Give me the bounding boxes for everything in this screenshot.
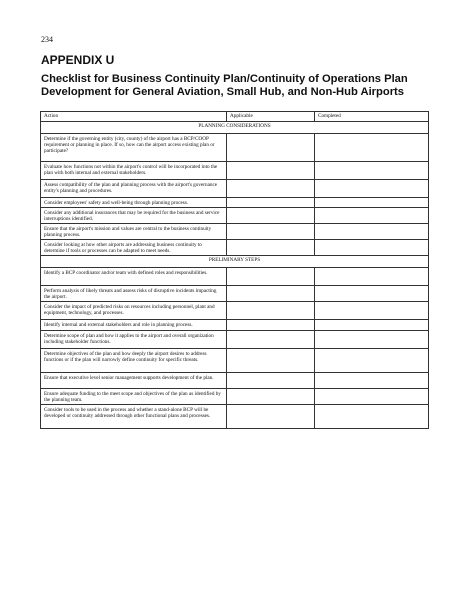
completed-cell[interactable]: [315, 373, 429, 389]
applicable-cell[interactable]: [227, 180, 315, 198]
table-row: [41, 302, 429, 320]
action-cell: Determine if the governing entity (city, county) of the airport has a BCP/COOP requirement or planning in place. If so, how can the airport access existing plan or participate?: [41, 134, 227, 162]
applicable-cell[interactable]: [227, 268, 315, 286]
completed-cell[interactable]: [315, 302, 429, 320]
table-row: [41, 208, 429, 224]
action-cell: Evaluate how functions not within the airport's control will be incorporated into the plan with both internal and external stakeholders.: [41, 162, 227, 180]
completed-cell[interactable]: [315, 331, 429, 349]
applicable-cell[interactable]: [227, 349, 315, 373]
action-cell: Ensure that executive level senior management supports development of the plan.: [41, 373, 227, 389]
applicable-cell[interactable]: [227, 389, 315, 405]
applicable-cell[interactable]: [227, 320, 315, 331]
section-heading: PLANNING CONSIDERATIONS: [41, 122, 429, 134]
applicable-cell[interactable]: [227, 198, 315, 208]
completed-cell[interactable]: [315, 198, 429, 208]
completed-cell[interactable]: [315, 134, 429, 162]
table-row: [41, 389, 429, 405]
header-applicable: Applicable: [227, 112, 315, 122]
action-cell: Identify internal and external stakeholders and role in planning process.: [41, 320, 227, 331]
completed-cell[interactable]: [315, 405, 429, 429]
action-cell: Ensure that the airport's mission and values are central to the business continuity planning process.: [41, 224, 227, 240]
applicable-cell[interactable]: [227, 302, 315, 320]
header-action: Action: [41, 112, 227, 122]
applicable-cell[interactable]: [227, 331, 315, 349]
completed-cell[interactable]: [315, 349, 429, 373]
table-row: [41, 373, 429, 389]
appendix-heading: APPENDIX U: [41, 53, 115, 67]
table-row: [41, 162, 429, 180]
section-row: [41, 122, 429, 134]
action-cell: Consider tools to be used in the process and whether a stand-alone BCP will be developed or continuity addressed through other functional plans and processes.: [41, 405, 227, 429]
action-cell: Assess compatibility of the plan and planning process with the airport's governance entity's planning and procedures.: [41, 180, 227, 198]
action-cell: Identify a BCP coordinator and/or team with defined roles and responsibilities.: [41, 268, 227, 286]
action-cell: Consider employees' safety and well-being through planning process.: [41, 198, 227, 208]
applicable-cell[interactable]: [227, 208, 315, 224]
applicable-cell[interactable]: [227, 373, 315, 389]
completed-cell[interactable]: [315, 162, 429, 180]
section-heading: PRELIMINARY STEPS: [41, 256, 429, 268]
table-row: [41, 224, 429, 240]
applicable-cell[interactable]: [227, 286, 315, 302]
completed-cell[interactable]: [315, 240, 429, 256]
table-row: [41, 286, 429, 302]
completed-cell[interactable]: [315, 224, 429, 240]
checklist-table: [40, 111, 429, 429]
table-header-row: [41, 112, 429, 122]
applicable-cell[interactable]: [227, 240, 315, 256]
action-cell: Consider any additional insurances that may be required for the business and service interruptions identified.: [41, 208, 227, 224]
table-row: [41, 320, 429, 331]
table-row: [41, 349, 429, 373]
table-row: [41, 180, 429, 198]
applicable-cell[interactable]: [227, 162, 315, 180]
document-title: Checklist for Business Continuity Plan/Continuity of Operations Plan Development for General Aviation, Small Hub, and Non-Hub Airports: [41, 73, 408, 98]
action-cell: Perform analysis of likely threats and assess risks of disruptive incidents impacting the airport.: [41, 286, 227, 302]
header-completed: Completed: [315, 112, 429, 122]
applicable-cell[interactable]: [227, 224, 315, 240]
action-cell: Consider the impact of predicted risks on resources including personnel, plant and equipment, technology, and processes.: [41, 302, 227, 320]
section-row: [41, 256, 429, 268]
action-cell: Consider looking at how other airports are addressing business continuity to determine if tools or processes can be adapted to meet needs.: [41, 240, 227, 256]
table-row: [41, 405, 429, 429]
table-row: [41, 240, 429, 256]
applicable-cell[interactable]: [227, 134, 315, 162]
completed-cell[interactable]: [315, 320, 429, 331]
completed-cell[interactable]: [315, 286, 429, 302]
action-cell: Determine scope of plan and how it applies to the airport and overall organization including stakeholder functions.: [41, 331, 227, 349]
page-number: 234: [41, 35, 53, 44]
table-row: [41, 331, 429, 349]
completed-cell[interactable]: [315, 268, 429, 286]
table-row: [41, 198, 429, 208]
action-cell: Ensure adequate funding to the meet scope and objectives of the plan as identified by the planning team.: [41, 389, 227, 405]
completed-cell[interactable]: [315, 180, 429, 198]
table-row: [41, 268, 429, 286]
table-row: [41, 134, 429, 162]
action-cell: Determine objectives of the plan and how deeply the airport desires to address functions or if the plan will narrowly define continuity for specific threats.: [41, 349, 227, 373]
completed-cell[interactable]: [315, 208, 429, 224]
applicable-cell[interactable]: [227, 405, 315, 429]
completed-cell[interactable]: [315, 389, 429, 405]
